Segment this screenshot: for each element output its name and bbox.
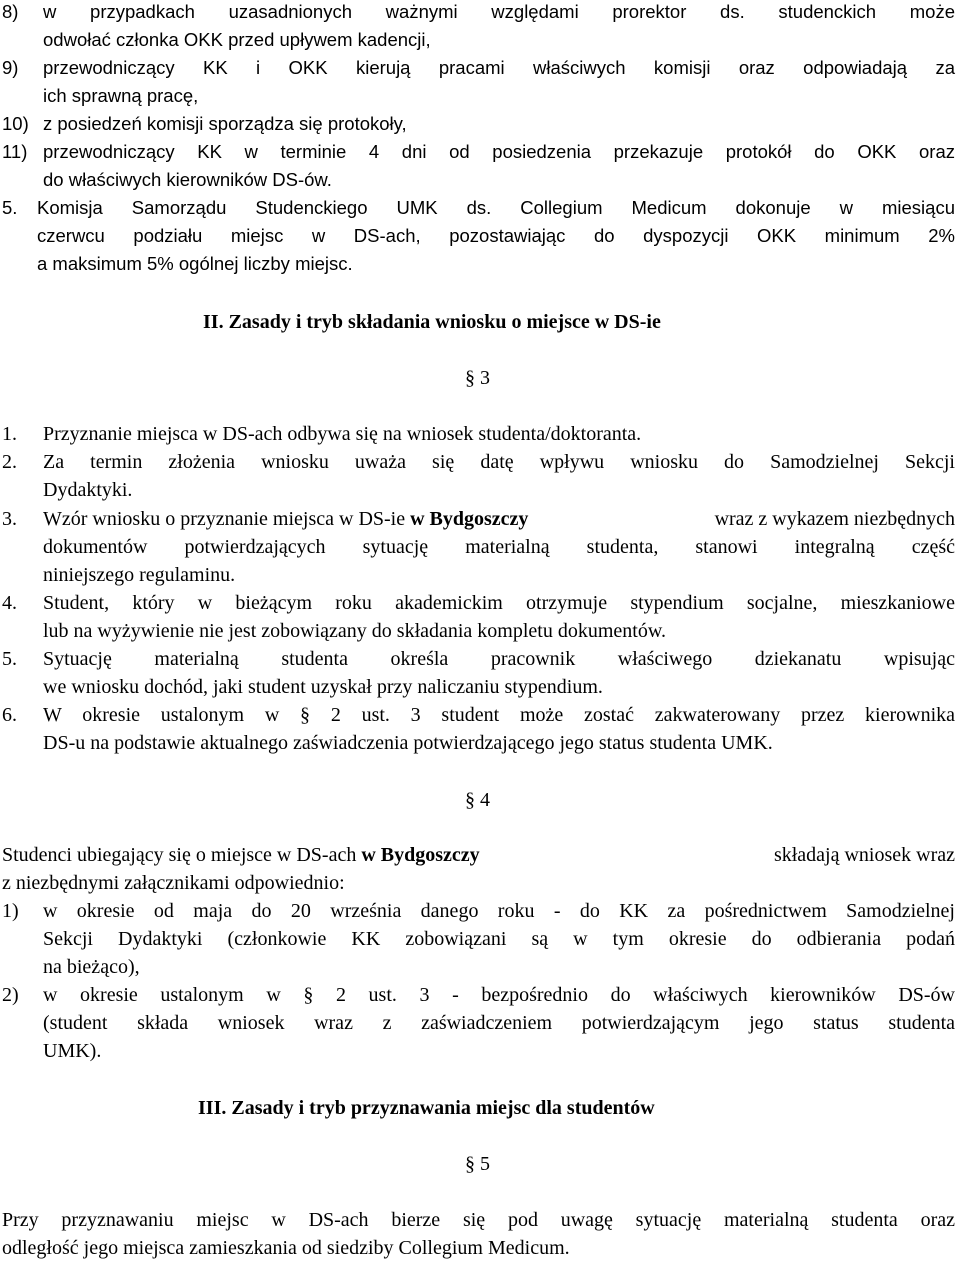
s2-item-3-line1-post: wraz z wykazem niezbędnych — [709, 508, 955, 530]
item-5-line3: a maksimum 5% ogólnej liczby miejsc. — [37, 253, 353, 274]
s2-list-1-line2: Sekcji Dydaktyki (członkowie KK zobowiązani są w tym okresie do odbierania podań — [43, 928, 955, 950]
s2-item-5-line2: we wniosku dochód, jaki student uzyskał przy naliczaniu stypendium. — [43, 676, 603, 698]
s2-list-2-line1: w okresie ustalonym w § 2 ust. 3 - bezpośrednio do właściwych kierowników DS-ów — [43, 984, 955, 1006]
s2-list-1-line1: w okresie od maja do 20 września danego roku - do KK za pośrednictwem Samodzielnej — [43, 900, 955, 922]
s2-item-6-line2: DS-u na podstawie aktualnego zaświadczenia potwierdzającego jego status studenta UMK. — [43, 732, 773, 754]
s2-item-3-bold-city: w Bydgoszczy — [410, 508, 529, 530]
s2-list-1-line3: na bieżąco), — [43, 956, 140, 978]
item-11-line1: przewodniczący KK w terminie 4 dni od posiedzenia przekazuje protokół do OKK oraz — [43, 141, 955, 162]
s2-item-6-number: 6. — [2, 704, 17, 726]
section-2-heading: II. Zasady i tryb składania wniosku o miejsce w DS-ie — [203, 311, 661, 333]
s2-item-1-line1: Przyznanie miejsca w DS-ach odbywa się na wniosek studenta/doktoranta. — [43, 423, 642, 445]
item-10-number: 10) — [2, 113, 29, 134]
s2-item-2-line2: Dydaktyki. — [43, 479, 133, 501]
paragraph-4-symbol: § 4 — [465, 789, 490, 811]
s2-item-3-line3: niniejszego regulaminu. — [43, 564, 236, 586]
s2-item-5-number: 5. — [2, 648, 17, 670]
s2-item-3-number: 3. — [2, 508, 17, 530]
s2-item-5-line1: Sytuację materialną studenta określa pracownik właściwego dziekanatu wpisując — [43, 648, 955, 670]
s2-item-1-number: 1. — [2, 423, 17, 445]
item-9-line1: przewodniczący KK i OKK kierują pracami właściwych komisji oraz odpowiadają za — [43, 57, 955, 78]
item-5-line1: Komisja Samorządu Studenckiego UMK ds. Collegium Medicum dokonuje w miesiącu — [37, 197, 955, 218]
s2-item-3-line1 — [43, 505, 955, 533]
item-8-line1: w przypadkach uzasadnionych ważnymi względami prorektor ds. studenckich może — [43, 1, 955, 22]
item-11-number: 11) — [2, 141, 28, 162]
item-9-number: 9) — [2, 57, 19, 78]
item-8-number: 8) — [2, 1, 19, 22]
s2-intro-line1 — [2, 841, 955, 869]
s2-item-4-line2: lub na wyżywienie nie jest zobowiązany do składania kompletu dokumentów. — [43, 620, 666, 642]
s3-text-line1: Przy przyznawaniu miejsc w DS-ach bierze się pod uwagę sytuację materialną studenta oraz — [2, 1209, 955, 1231]
item-11-line2: do właściwych kierowników DS-ów. — [43, 169, 332, 190]
s2-list-2-line3: UMK). — [43, 1040, 102, 1062]
s2-item-3-line2: dokumentów potwierdzających sytuację materialną studenta, stanowi integralną część — [43, 536, 955, 558]
s2-intro-line2: z niezbędnymi załącznikami odpowiednio: — [2, 872, 345, 894]
s2-list-2-line2: (student składa wniosek wraz z zaświadczeniem potwierdzającym jego status studenta — [43, 1012, 955, 1034]
s2-item-2-line1: Za termin złożenia wniosku uważa się datę wpływu wniosku do Samodzielnej Sekcji — [43, 451, 955, 473]
s2-intro-bold-city: w Bydgoszczy — [361, 844, 480, 866]
item-5-number: 5. — [2, 197, 18, 218]
s2-list-2-number: 2) — [2, 984, 19, 1006]
item-10-line1: z posiedzeń komisji sporządza się protokoły, — [43, 113, 407, 134]
s2-item-3-line1-pre: Wzór wniosku o przyznanie miejsca w DS-ie — [43, 508, 411, 530]
s2-item-4-number: 4. — [2, 592, 17, 614]
paragraph-5-symbol: § 5 — [465, 1153, 490, 1175]
item-8-line2: odwołać członka OKK przed upływem kadencji, — [43, 29, 431, 50]
s2-item-2-number: 2. — [2, 451, 17, 473]
s3-text-line2: odległość jego miejsca zamieszkania od siedziby Collegium Medicum. — [2, 1237, 570, 1259]
item-9-line2: ich sprawną pracę, — [43, 85, 199, 106]
paragraph-3-symbol: § 3 — [465, 367, 490, 389]
s2-item-6-line1: W okresie ustalonym w § 2 ust. 3 student może zostać zakwaterowany przez kierownika — [43, 704, 955, 726]
s2-list-1-number: 1) — [2, 900, 19, 922]
s2-intro-pre: Studenci ubiegający się o miejsce w DS-ach — [2, 844, 362, 866]
s2-item-4-line1: Student, który w bieżącym roku akademickim otrzymuje stypendium socjalne, mieszkaniowe — [43, 592, 955, 614]
section-3-heading: III. Zasady i tryb przyznawania miejsc dla studentów — [198, 1097, 655, 1119]
item-5-line2: czerwcu podziału miejsc w DS-ach, pozostawiając do dyspozycji OKK minimum 2% — [37, 225, 955, 246]
s2-intro-post: składają wniosek wraz — [768, 844, 955, 866]
